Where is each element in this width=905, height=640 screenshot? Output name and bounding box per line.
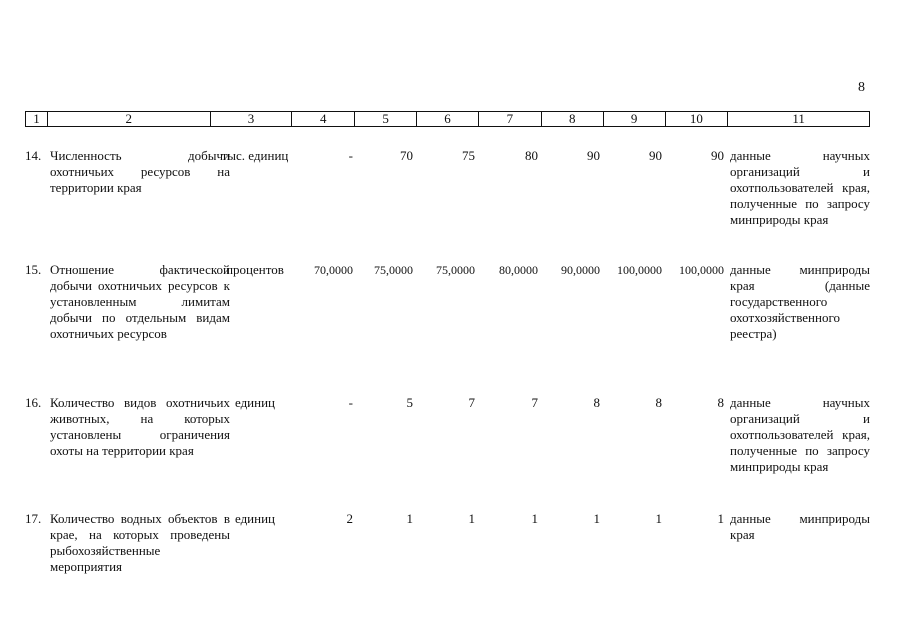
row-number: 16. bbox=[25, 395, 42, 410]
value-cell: 8 bbox=[593, 395, 600, 410]
value-cell: 80,0000 bbox=[499, 263, 538, 277]
unit: тыс. единиц bbox=[221, 148, 289, 163]
value-cell: 1 bbox=[531, 511, 538, 526]
value-cell: 70,0000 bbox=[314, 263, 353, 277]
row-number: 15. bbox=[25, 262, 42, 277]
indicator-name: Отношение фактической добычи охотничьих ресурсов к установленным лимитам добычи по отдельным видам охотничьих ресурсов bbox=[50, 262, 230, 341]
value-cell: 1 bbox=[717, 511, 724, 526]
column-number: 9 bbox=[604, 112, 666, 126]
value-cell: 1 bbox=[593, 511, 600, 526]
column-number: 2 bbox=[48, 112, 211, 126]
column-number: 7 bbox=[479, 112, 542, 126]
indicator-name: Численность добычи охотничьих ресурсов на территории края bbox=[50, 148, 230, 195]
value-cell: 75,0000 bbox=[374, 263, 413, 277]
value-cell: 70 bbox=[400, 148, 413, 163]
page-number: 8 bbox=[858, 80, 865, 95]
column-number: 3 bbox=[211, 112, 293, 126]
value-cell: - bbox=[348, 395, 353, 410]
value-cell: 100,0000 bbox=[679, 263, 724, 277]
column-number: 11 bbox=[792, 111, 805, 126]
unit: единиц bbox=[234, 395, 276, 410]
unit: процентов bbox=[226, 262, 284, 277]
data-source: данные научных организаций и охотпользователей края, полученные по запросу минприроды края bbox=[730, 148, 870, 227]
value-cell: 2 bbox=[346, 511, 353, 526]
value-cell: 75 bbox=[462, 148, 475, 163]
value-cell: 5 bbox=[406, 395, 413, 410]
column-number: 6 bbox=[417, 112, 479, 126]
value-cell: 8 bbox=[717, 395, 724, 410]
value-cell: 90 bbox=[587, 148, 600, 163]
value-cell: 1 bbox=[468, 511, 475, 526]
value-cell: 7 bbox=[531, 395, 538, 410]
column-number: 5 bbox=[355, 112, 417, 126]
unit: единиц bbox=[234, 511, 276, 526]
column-numbering-row bbox=[25, 111, 870, 127]
value-cell: - bbox=[348, 148, 353, 163]
column-number: 4 bbox=[292, 112, 355, 126]
value-cell: 75,0000 bbox=[436, 263, 475, 277]
data-source: данные научных организаций и охотпользователей края, полученные по запросу минприроды края bbox=[730, 395, 870, 474]
indicator-name: Количество видов охотничьих животных, на которых установлены ограничения охоты на территории края bbox=[50, 395, 230, 458]
value-cell: 90 bbox=[649, 148, 662, 163]
data-source: данные минприроды края (данные государственного охотхозяйственного реестра) bbox=[730, 262, 870, 341]
indicator-name: Количество водных объектов в крае, на которых проведены рыбохозяйственные мероприятия bbox=[50, 511, 230, 574]
value-cell: 100,0000 bbox=[617, 263, 662, 277]
column-number: 1 bbox=[26, 112, 48, 126]
value-cell: 8 bbox=[655, 395, 662, 410]
value-cell: 80 bbox=[525, 148, 538, 163]
column-number: 10 bbox=[666, 112, 729, 126]
value-cell: 90,0000 bbox=[561, 263, 600, 277]
column-number: 8 bbox=[542, 112, 604, 126]
value-cell: 1 bbox=[406, 511, 413, 526]
row-number: 14. bbox=[25, 148, 42, 163]
value-cell: 90 bbox=[711, 148, 724, 163]
data-source: данные минприроды края bbox=[730, 511, 870, 542]
row-number: 17. bbox=[25, 511, 42, 526]
value-cell: 7 bbox=[468, 395, 475, 410]
value-cell: 1 bbox=[655, 511, 662, 526]
